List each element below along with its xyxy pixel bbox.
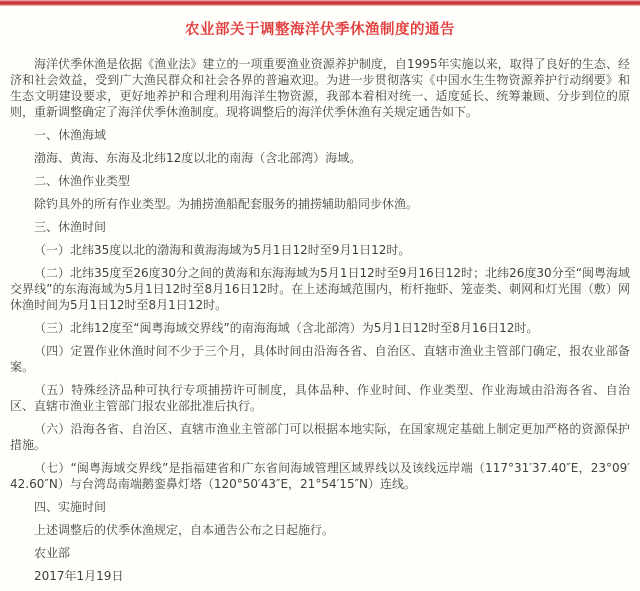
paragraph-item-2: （二）北纬35度至26度30分之间的黄海和东海海域为5月1日12时至9月16日12时；北纬26度30分至“闽粤海域交界线”的东海海域为5月1日12时至8月16日12时。在上述海域范围内，桁杆拖虾、笼壶类、刺网和灯光围（敷）网休渔时间为5月1日12时至8月1日12时。 (10, 266, 630, 312)
paragraph-operation-types: 除钓具外的所有作业类型。为捕捞渔船配套服务的捕捞辅助船同步休渔。 (34, 197, 419, 211)
section-heading-3: 三、休渔时间 (34, 220, 107, 234)
section-heading-4: 四、实施时间 (34, 500, 107, 514)
notice-body (0, 56, 640, 584)
section-heading-2: 二、休渔作业类型 (34, 174, 131, 188)
paragraph-item-6: （六）沿海各省、自治区、直辖市渔业主管部门可以根据本地实际，在国家规定基础上制定更加严格的资源保护措施。 (10, 422, 630, 452)
section-heading-1: 一、休渔海域 (34, 128, 107, 142)
paragraph-effective-date: 上述调整后的伏季休渔规定，自本通告公布之日起施行。 (34, 523, 335, 537)
paragraph-intro: 海洋伏季休渔是依据《渔业法》建立的一项重要渔业资源养护制度，自1995年实施以来，取得了良好的生态、经济和社会效益，受到广大渔民群众和社会各界的普遍欢迎。为进一步贯彻落实《中国水生生物资源养护行动纲要》和生态文明建设要求，更好地养护和合理利用海洋生物资源，我部本着相对统一、适度延长、统筹兼顾、分步到位的原则，重新调整确定了海洋伏季休渔制度。现将调整后的海洋伏季休渔有关规定通告如下。 (10, 57, 630, 119)
paragraph-item-7: （七）“闽粤海域交界线”是指福建省和广东省间海域管理区域界线以及该线远岸端（117°31′37.40″E，23°09′42.60″N）与台湾岛南端鹅銮鼻灯塔（120°50′43″E，21°54′15″N）连线。 (10, 461, 630, 491)
page-title: 农业部关于调整海洋伏季休渔制度的通告 (185, 22, 455, 38)
paragraph-sea-areas: 渤海、黄海、东海及北纬12度以北的南海（含北部湾）海域。 (34, 151, 362, 165)
paragraph-item-1: （一）北纬35度以北的渤海和黄海海域为5月1日12时至9月1日12时。 (34, 243, 411, 257)
issue-date: 2017年1月19日 (34, 569, 124, 583)
signature: 农业部 (34, 546, 71, 560)
paragraph-item-3: （三）北纬12度至“闽粤海域交界线”的南海海域（含北部湾）为5月1日12时至8月16日12时。 (34, 321, 539, 335)
paragraph-item-4: （四）定置作业休渔时间不少于三个月，具体时间由沿海各省、自治区、直辖市渔业主管部门确定，报农业部备案。 (10, 344, 630, 374)
top-red-rule (0, 0, 640, 6)
paragraph-item-5: （五）特殊经济品种可执行专项捕捞许可制度，具体品种、作业时间、作业类型、作业海域由沿海各省、自治区、直辖市渔业主管部门报农业部批准后执行。 (10, 383, 630, 413)
